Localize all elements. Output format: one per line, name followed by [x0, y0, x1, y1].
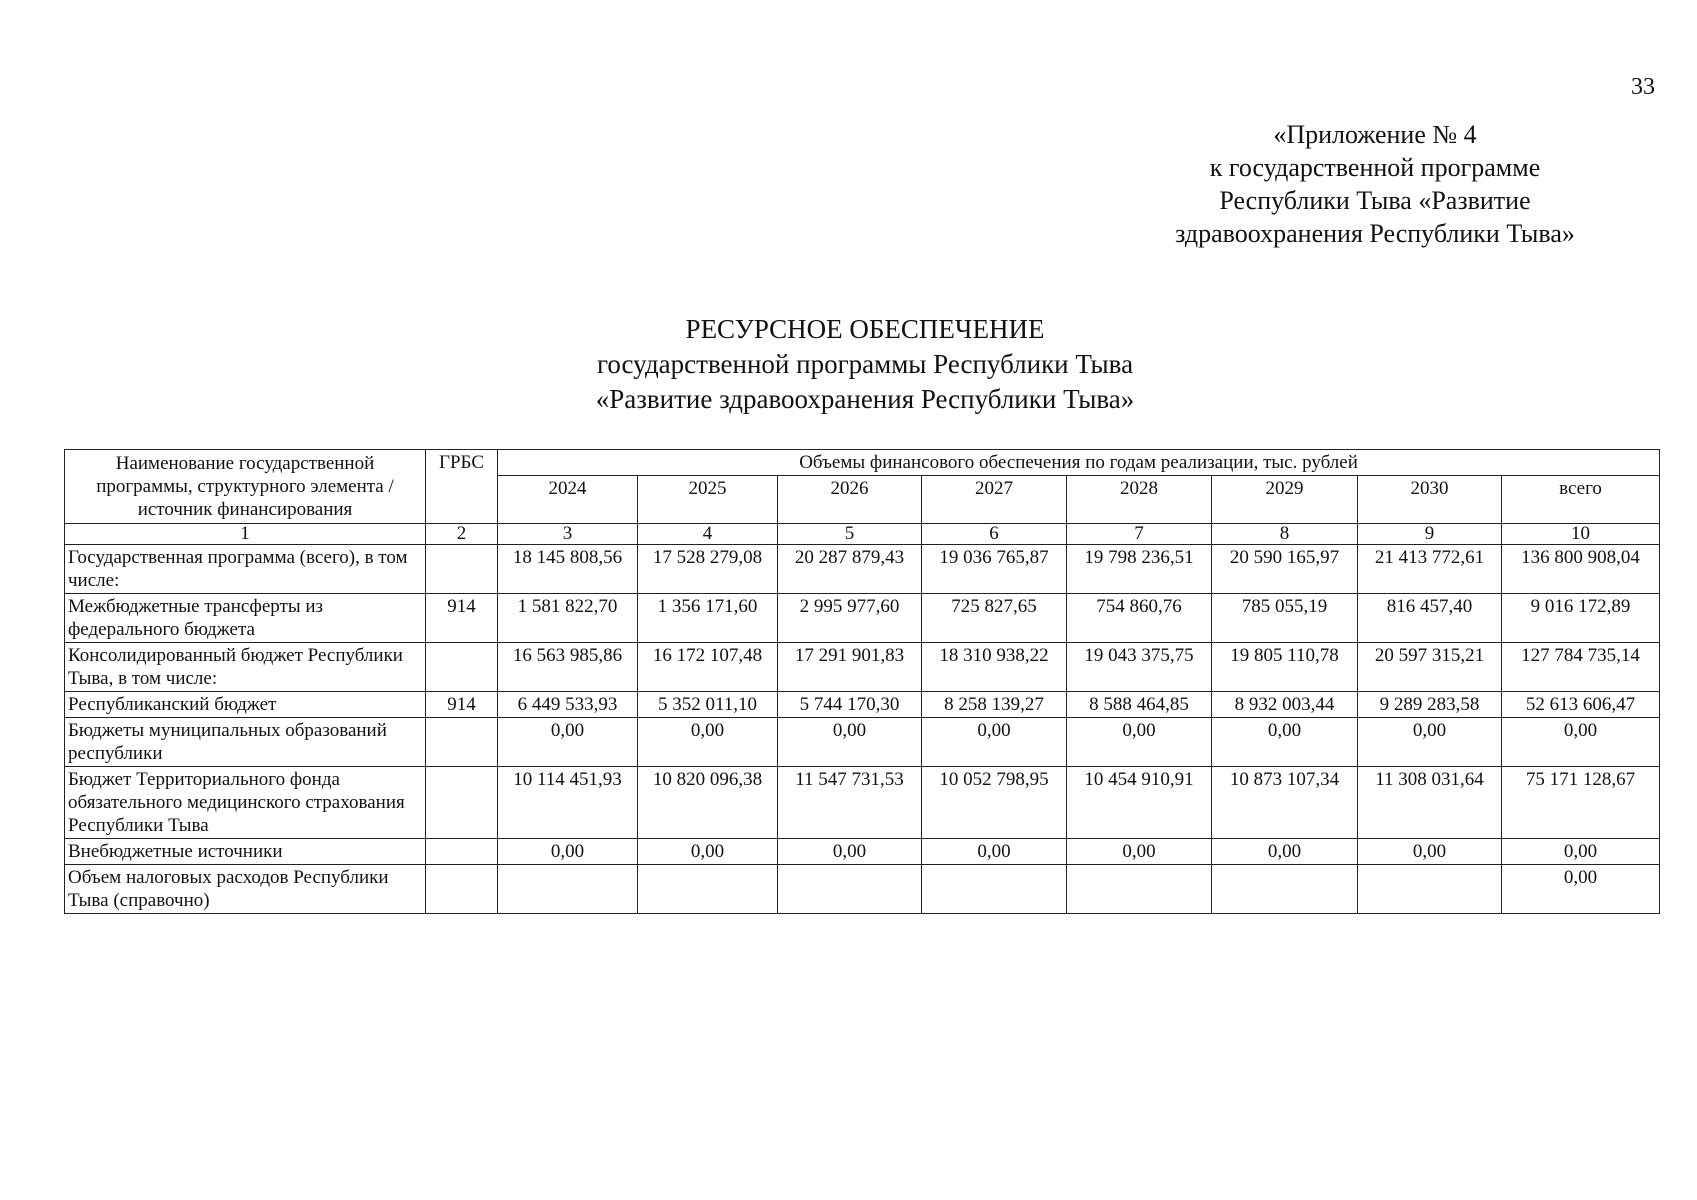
table-row — [65, 643, 1660, 692]
row-value: 18 310 938,22 — [922, 643, 1067, 692]
row-value: 785 055,19 — [1212, 594, 1358, 643]
row-code — [426, 767, 498, 839]
row-value: 10 454 910,91 — [1067, 767, 1212, 839]
row-value: 11 308 031,64 — [1358, 767, 1502, 839]
row-total: 0,00 — [1502, 718, 1660, 767]
row-total: 52 613 606,47 — [1502, 692, 1660, 718]
table-row — [65, 692, 1660, 718]
header-year: 2030 — [1358, 476, 1502, 524]
row-value: 16 563 985,86 — [498, 643, 638, 692]
row-value: 17 291 901,83 — [778, 643, 922, 692]
row-total: 136 800 908,04 — [1502, 545, 1660, 594]
row-total: 9 016 172,89 — [1502, 594, 1660, 643]
table-row — [65, 839, 1660, 865]
row-code: 914 — [426, 692, 498, 718]
row-value: 19 036 765,87 — [922, 545, 1067, 594]
row-value: 8 932 003,44 — [1212, 692, 1358, 718]
table-row — [65, 865, 1660, 914]
header-year: 2028 — [1067, 476, 1212, 524]
row-value: 20 590 165,97 — [1212, 545, 1358, 594]
table-row — [65, 767, 1660, 839]
row-code — [426, 839, 498, 865]
row-value: 816 457,40 — [1358, 594, 1502, 643]
row-value: 19 805 110,78 — [1212, 643, 1358, 692]
row-value: 18 145 808,56 — [498, 545, 638, 594]
row-code — [426, 718, 498, 767]
row-total: 0,00 — [1502, 865, 1660, 914]
row-value: 0,00 — [1358, 839, 1502, 865]
header-year: 2024 — [498, 476, 638, 524]
row-value: 0,00 — [498, 718, 638, 767]
row-total: 127 784 735,14 — [1502, 643, 1660, 692]
row-name: Бюджеты муниципальных образований республики — [65, 718, 426, 767]
row-value — [1067, 865, 1212, 914]
header-year: 2027 — [922, 476, 1067, 524]
column-index-row — [65, 524, 1660, 545]
row-value: 8 258 139,27 — [922, 692, 1067, 718]
row-name: Межбюджетные трансферты из федерального бюджета — [65, 594, 426, 643]
row-value: 9 289 283,58 — [1358, 692, 1502, 718]
row-value: 6 449 533,93 — [498, 692, 638, 718]
row-value: 0,00 — [638, 839, 778, 865]
column-index: 9 — [1358, 524, 1502, 545]
title-heading: РЕСУРСНОЕ ОБЕСПЕЧЕНИЕ — [685, 314, 1045, 344]
row-value: 0,00 — [1067, 839, 1212, 865]
column-index: 1 — [65, 524, 426, 545]
column-index: 4 — [638, 524, 778, 545]
row-value: 2 995 977,60 — [778, 594, 922, 643]
column-index: 6 — [922, 524, 1067, 545]
row-name: Объем налоговых расходов Республики Тыва (справочно) — [65, 865, 426, 914]
column-index: 8 — [1212, 524, 1358, 545]
appendix-line: здравоохранения Республики Тыва» — [1175, 219, 1575, 248]
header-year: 2025 — [638, 476, 778, 524]
column-index: 2 — [426, 524, 498, 545]
row-value: 0,00 — [498, 839, 638, 865]
row-value: 10 820 096,38 — [638, 767, 778, 839]
header-total: всего — [1502, 476, 1660, 524]
row-value: 11 547 731,53 — [778, 767, 922, 839]
header-year: 2026 — [778, 476, 922, 524]
title-line: «Развитие здравоохранения Республики Тыва» — [595, 384, 1135, 414]
row-value: 19 798 236,51 — [1067, 545, 1212, 594]
row-name: Республиканский бюджет — [65, 692, 426, 718]
row-value — [922, 865, 1067, 914]
row-value: 10 873 107,34 — [1212, 767, 1358, 839]
row-value: 17 528 279,08 — [638, 545, 778, 594]
row-value — [778, 865, 922, 914]
appendix-line: к государственной программе — [1209, 153, 1541, 182]
row-value: 20 597 315,21 — [1358, 643, 1502, 692]
row-value: 0,00 — [778, 718, 922, 767]
header-funding-group: Объемы финансового обеспечения по годам реализации, тыс. рублей — [498, 450, 1660, 476]
row-value: 0,00 — [922, 718, 1067, 767]
header-name-column: Наименование государственной программы, структурного элемента / источник финансирования — [65, 450, 426, 524]
row-value: 10 114 451,93 — [498, 767, 638, 839]
table-row — [65, 718, 1660, 767]
row-value: 10 052 798,95 — [922, 767, 1067, 839]
table-row — [65, 594, 1660, 643]
row-value: 0,00 — [1212, 718, 1358, 767]
row-value: 16 172 107,48 — [638, 643, 778, 692]
row-total: 75 171 128,67 — [1502, 767, 1660, 839]
row-total: 0,00 — [1502, 839, 1660, 865]
title-line: государственной программы Республики Тыва — [596, 349, 1134, 379]
header-code-column: ГРБС — [426, 450, 498, 524]
column-index: 3 — [498, 524, 638, 545]
row-value: 0,00 — [1358, 718, 1502, 767]
row-value: 20 287 879,43 — [778, 545, 922, 594]
column-index: 5 — [778, 524, 922, 545]
row-value: 0,00 — [1212, 839, 1358, 865]
row-value: 0,00 — [638, 718, 778, 767]
row-code — [426, 545, 498, 594]
row-value: 0,00 — [778, 839, 922, 865]
row-value: 1 581 822,70 — [498, 594, 638, 643]
header-year: 2029 — [1212, 476, 1358, 524]
column-index: 10 — [1502, 524, 1660, 545]
column-index: 7 — [1067, 524, 1212, 545]
row-value: 754 860,76 — [1067, 594, 1212, 643]
row-name: Консолидированный бюджет Республики Тыва, в том числе: — [65, 643, 426, 692]
row-code — [426, 865, 498, 914]
row-code: 914 — [426, 594, 498, 643]
row-value: 5 744 170,30 — [778, 692, 922, 718]
row-value: 0,00 — [922, 839, 1067, 865]
page-number: 33 — [1631, 74, 1655, 100]
appendix-line: Республики Тыва «Развитие — [1219, 186, 1531, 215]
row-name: Внебюджетные источники — [65, 839, 426, 865]
row-value — [1212, 865, 1358, 914]
table-row — [65, 545, 1660, 594]
row-value: 0,00 — [1067, 718, 1212, 767]
row-value: 19 043 375,75 — [1067, 643, 1212, 692]
row-value: 8 588 464,85 — [1067, 692, 1212, 718]
row-value: 21 413 772,61 — [1358, 545, 1502, 594]
resource-table — [64, 449, 1660, 914]
row-value: 1 356 171,60 — [638, 594, 778, 643]
row-value — [498, 865, 638, 914]
row-value: 725 827,65 — [922, 594, 1067, 643]
row-value — [638, 865, 778, 914]
row-code — [426, 643, 498, 692]
row-value — [1358, 865, 1502, 914]
appendix-note — [1155, 118, 1595, 250]
row-value: 5 352 011,10 — [638, 692, 778, 718]
row-name: Бюджет Территориального фонда обязательного медицинского страхования Республики Тыва — [65, 767, 426, 839]
row-name: Государственная программа (всего), в том числе: — [65, 545, 426, 594]
appendix-line: «Приложение № 4 — [1273, 120, 1477, 149]
document-title — [420, 312, 1310, 417]
